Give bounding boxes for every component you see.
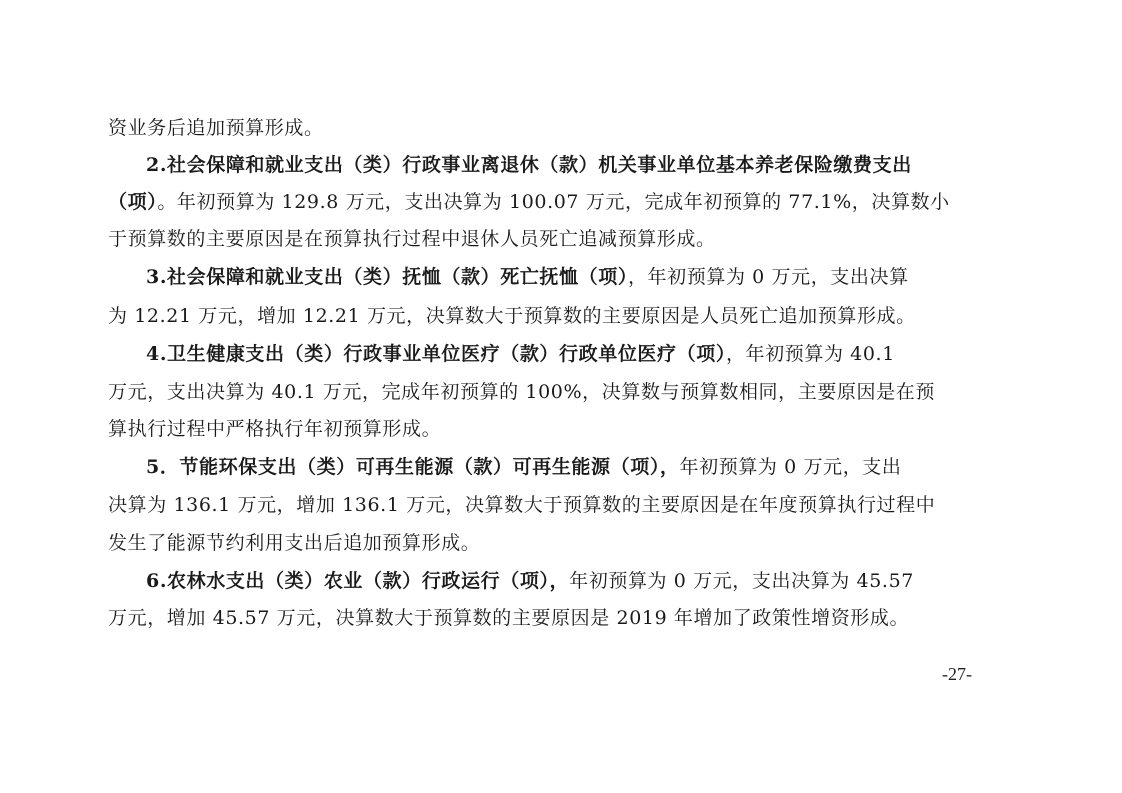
item-heading: （项） <box>108 191 158 213</box>
line-text: 发生了能源节约利用支出后追加预算形成。 <box>108 532 481 554</box>
paragraph-line <box>108 531 968 555</box>
line-text: 决算为 136.1 万元，增加 136.1 万元，决算数大于预算数的主要原因是在年度预算执行过程中 <box>108 494 936 516</box>
item-heading: 6.农林水支出（类）农业（款）行政运行（项）， <box>146 570 570 592</box>
line-text: 万元，增加 45.57 万元，决算数大于预算数的主要原因是 2019 年增加了政策性增资形成。 <box>108 607 910 629</box>
item-heading: 3.社会保障和就业支出（类）抚恤（款）死亡抚恤（项） <box>146 266 628 288</box>
line-text: 资业务后追加预算形成。 <box>108 117 324 139</box>
line-text: 于预算数的主要原因是在预算执行过程中退休人员死亡追减预算形成。 <box>108 228 716 250</box>
line-text: 。年初预算为 129.8 万元，支出决算为 100.07 万元，完成年初预算的 77.1%，决算数小 <box>157 191 950 213</box>
paragraph-line <box>108 380 968 404</box>
item-heading: 5．节能环保支出（类）可再生能源（款）可再生能源（项）， <box>146 456 680 478</box>
paragraph-line <box>108 190 968 214</box>
paragraph-line <box>146 342 968 366</box>
line-text: ，年初预算为 40.1 <box>725 343 895 365</box>
line-text: 万元，支出决算为 40.1 万元，完成年初预算的 100%，决算数与预算数相同，主要原因是在预 <box>108 381 935 403</box>
paragraph-line <box>108 227 968 251</box>
line-text: 为 12.21 万元，增加 12.21 万元，决算数大于预算数的主要原因是人员死亡追加预算形成。 <box>108 305 916 327</box>
item-heading: 4.卫生健康支出（类）行政事业单位医疗（款）行政单位医疗（项） <box>146 343 726 365</box>
line-text: ，年初预算为 0 万元，支出决算 <box>627 266 909 288</box>
paragraph-line <box>146 153 968 177</box>
paragraph-line <box>146 265 968 289</box>
paragraph-line <box>108 116 968 140</box>
paragraph-line <box>108 417 968 441</box>
paragraph-line <box>108 493 968 517</box>
item-heading: 2.社会保障和就业支出（类）行政事业离退休（款）机关事业单位基本养老保险缴费支出 <box>146 154 912 176</box>
paragraph-line <box>108 606 968 630</box>
line-text: 年初预算为 0 万元，支出 <box>679 456 902 478</box>
line-text: 算执行过程中严格执行年初预算形成。 <box>108 418 442 440</box>
page-number: -27- <box>942 664 972 684</box>
line-text: 年初预算为 0 万元，支出决算为 45.57 <box>569 570 914 592</box>
paragraph-line <box>108 304 968 328</box>
paragraph-line <box>146 455 968 479</box>
paragraph-line <box>146 569 968 593</box>
